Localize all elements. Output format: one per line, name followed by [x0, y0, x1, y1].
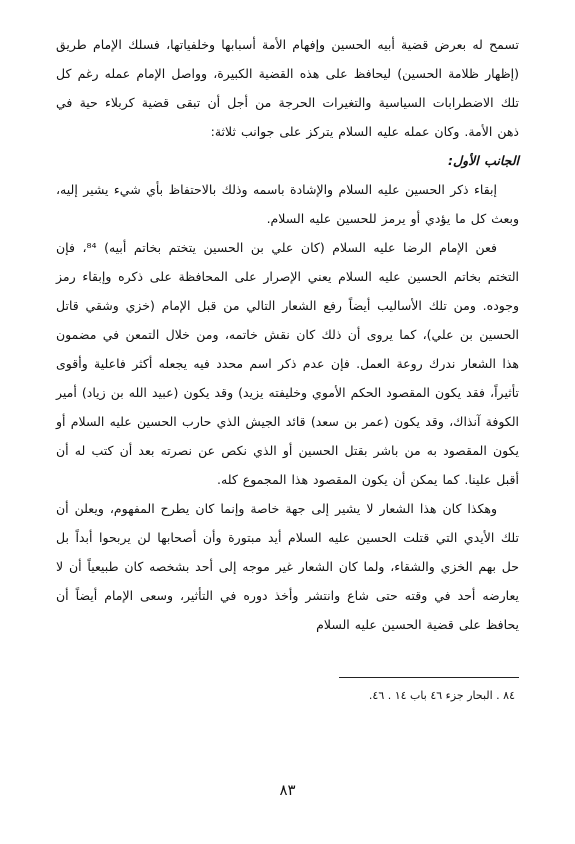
page-number: ٨٣ [279, 781, 296, 799]
paragraph-ring-slogan: فعن الإمام الرضا عليه السلام (كان علي بن الحسين يتختم بخاتم أبيه) ⁸⁴، فإن التختم بخاتم الحسين عليه السلام يعني الإصرار على المحافظة على ذكره وإبقاء رمز وجوده. ومن تلك الأساليب أيضاً رفع الشعار التالي من قبل الإمام (خزي وشقي قاتل الحسين بن علي)، كما يروى أن ذلك كان نقش خاتمه، ومن خلال التمعن في مضمون هذا الشعار ندرك روعة العمل. فإن عدم ذكر اسم محدد فيه يجعله أكثر فاعلية وأقوى تأثيراً، فقد يكون المقصود الحكم الأموي وخليفته يزيد) وقد يكون (عبيد الله بن زياد) أمير الكوفة آنذاك، وقد يكون (عمر بن سعد) قائد الجيش الذي حارب الحسين عليه السلام أو يكون المقصود به من باشر بقتل الحسين أو الذي نكص عن نصرته بعد أن كتب له أن أقبل علينا. كما يمكن أن يكون المقصود هذا المجموع كله. [56, 240, 519, 487]
paragraph-first-aspect: إبقاء ذكر الحسين عليه السلام والإشادة باسمه وذلك بالاحتفاظ بأي شيء يشير إليه، وبعث كل ما يؤدي أو يرمز للحسين عليه السلام. [56, 182, 519, 226]
footnote: ٨٤ . البحار جزء ٤٦ باب ١٤ . ٤٦. [368, 689, 515, 702]
paragraph-slogan-meaning: وهكذا كان هذا الشعار لا يشير إلى جهة خاصة وإنما كان يطرح المفهوم، ويعلن أن تلك الأيدي التي قتلت الحسين عليه السلام أيد مبتورة وأن أصحابها لن يربحوا أبداً بل حل بهم الخزي والشقاء، ولما كان الشعار غير موجه إلى أحد بشخصه كان طبيعياً أن لا يعارضه أحد في وقته حتى شاع وانتشر وأخذ دوره في التأثير، وسعى الإمام أيضاً أن يحافظ على قضية الحسين عليه السلام [56, 501, 519, 632]
section-heading: الجانب الأول: [448, 153, 519, 168]
page-body [56, 30, 519, 639]
paragraph-intro: تسمح له بعرض قضية أبيه الحسين وإفهام الأمة أسبابها وخلفياتها، فسلك الإمام طريق (إظهار ظلامة الحسين) ليحافظ على هذه القضية الكبيرة، وواصل الإمام عمله رغم كل تلك الاضطرابات السياسية والتغيرات الحرجة من أجل أن تبقى قضية كربلاء حية في ذهن الأمة. وكان عمله عليه السلام يتركز على جوانب ثلاثة: [56, 37, 519, 139]
footnote-separator [339, 677, 519, 678]
